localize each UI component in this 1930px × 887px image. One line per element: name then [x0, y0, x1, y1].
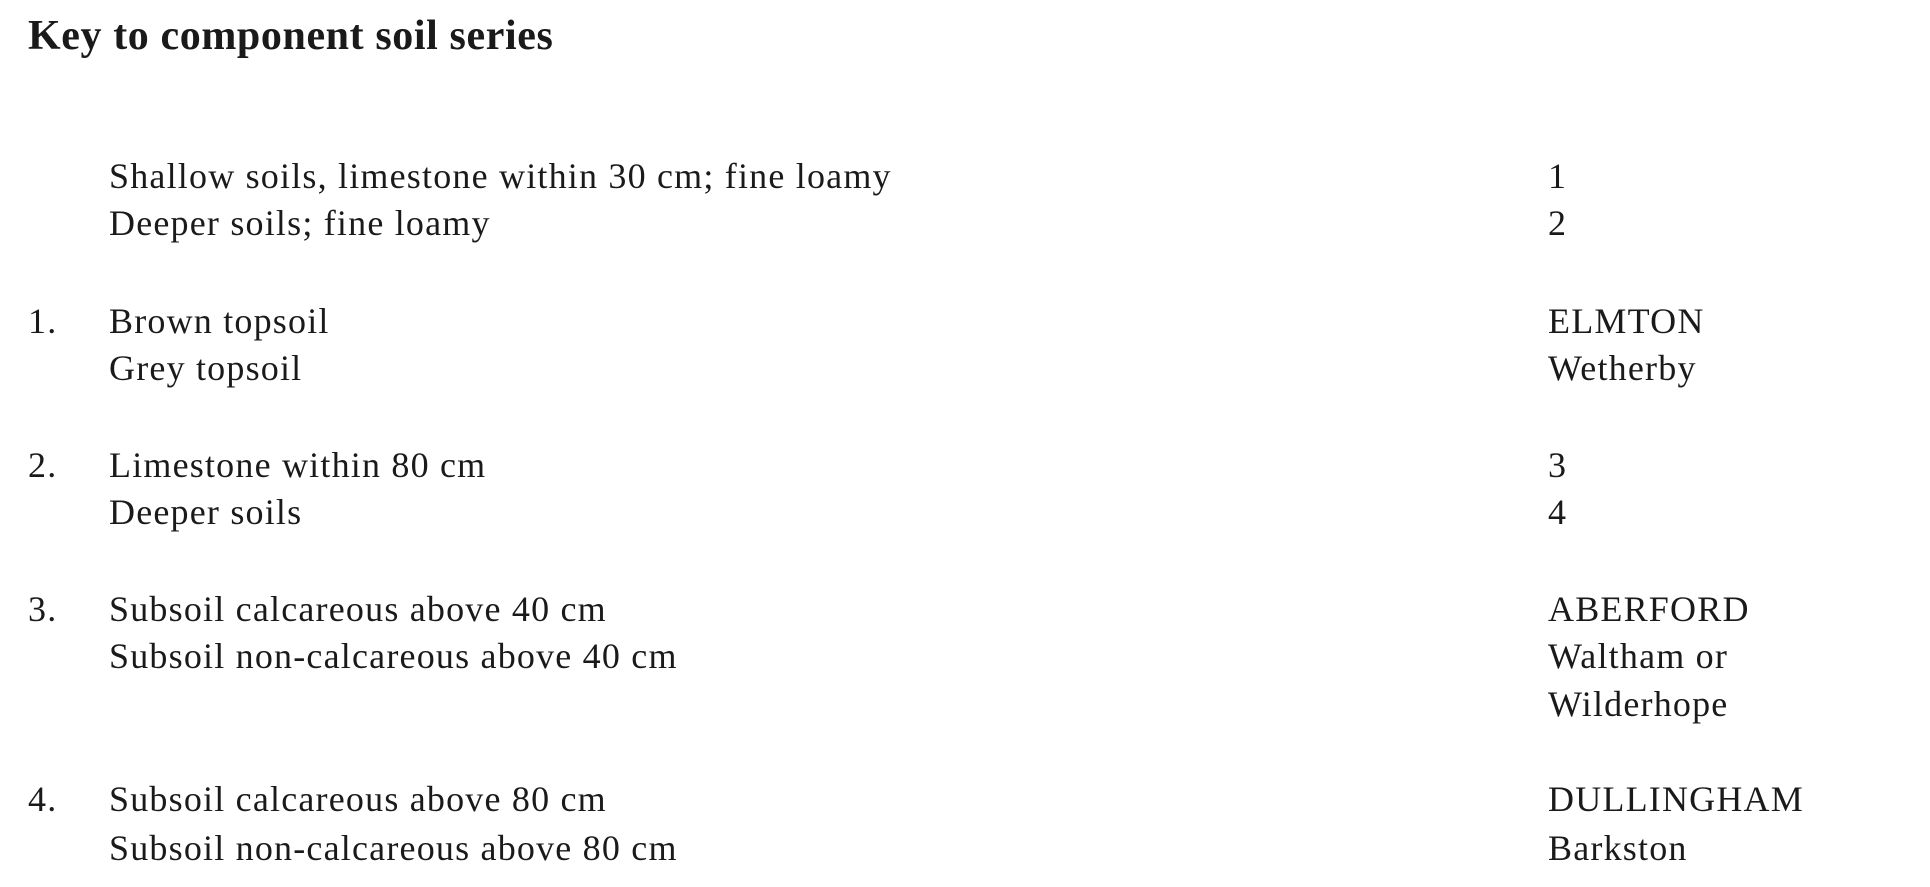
page-title: Key to component soil series	[28, 13, 554, 59]
key-result: Wilderhope	[1548, 684, 1729, 724]
key-line	[0, 344, 1930, 392]
key-result: DULLINGHAM	[1548, 779, 1804, 819]
key-description: Grey topsoil	[109, 348, 303, 388]
key-number: 1.	[28, 301, 58, 341]
key-result: Wetherby	[1548, 348, 1697, 388]
key-result: 1	[1548, 156, 1568, 196]
key-line	[0, 488, 1930, 536]
key-description: Subsoil calcareous above 80 cm	[109, 779, 607, 819]
key-line	[0, 824, 1930, 872]
key-line	[0, 632, 1930, 680]
key-result: 2	[1548, 203, 1568, 243]
key-line	[0, 199, 1930, 247]
key-description: Shallow soils, limestone within 30 cm; fine loamy	[109, 156, 892, 196]
key-description: Deeper soils; fine loamy	[109, 203, 491, 243]
key-line	[0, 152, 1930, 200]
key-result: ABERFORD	[1548, 589, 1750, 629]
key-line	[0, 585, 1930, 633]
key-result: ELMTON	[1548, 301, 1705, 341]
key-description: Brown topsoil	[109, 301, 330, 341]
key-line	[0, 297, 1930, 345]
key-line-continuation	[0, 680, 1930, 728]
key-description: Subsoil non-calcareous above 40 cm	[109, 636, 678, 676]
key-description: Limestone within 80 cm	[109, 445, 487, 485]
key-description: Subsoil calcareous above 40 cm	[109, 589, 607, 629]
key-description: Subsoil non-calcareous above 80 cm	[109, 828, 678, 868]
key-number: 3.	[28, 589, 58, 629]
key-number: 4.	[28, 779, 58, 819]
key-result: 4	[1548, 492, 1568, 532]
key-result: Barkston	[1548, 828, 1688, 868]
key-result: Waltham or	[1548, 636, 1729, 676]
key-number: 2.	[28, 445, 58, 485]
key-description: Deeper soils	[109, 492, 303, 532]
key-result: 3	[1548, 445, 1568, 485]
key-line	[0, 775, 1930, 823]
key-line	[0, 441, 1930, 489]
